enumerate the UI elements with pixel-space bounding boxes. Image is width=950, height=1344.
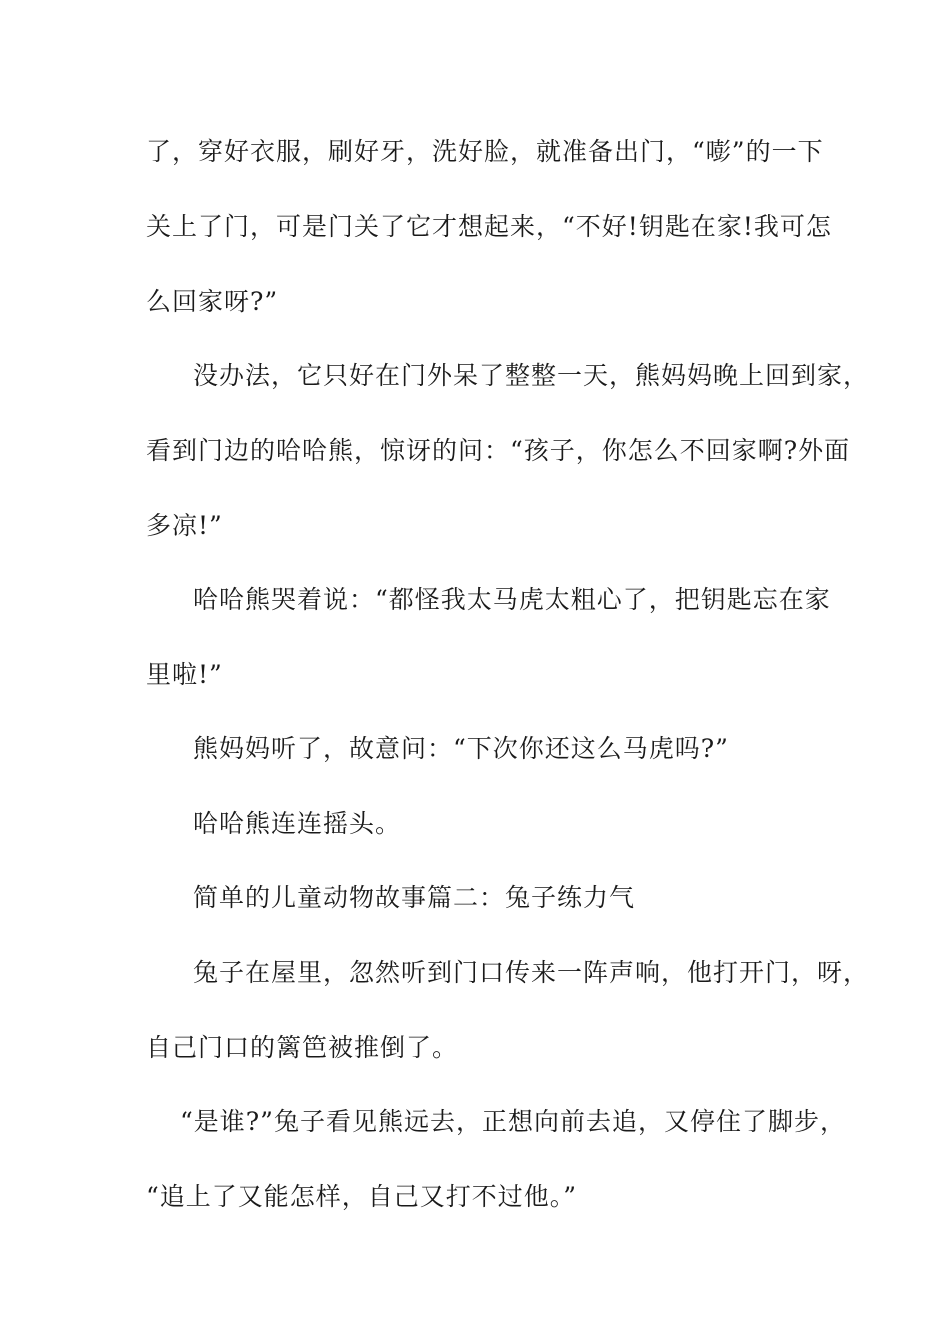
text-line: “追上了又能怎样，自己又打不过他。” — [146, 1182, 578, 1211]
paragraph-start: “是谁?”兔子看见熊远去，正想向前去追，又停住了脚步， — [180, 1107, 846, 1136]
text-line: 自己门口的篱笆被推倒了。 — [146, 1033, 459, 1062]
text-line: 了，穿好衣服，刷好牙，洗好脸，就准备出门，“嘭”的一下 — [146, 137, 824, 166]
paragraph-start: 熊妈妈听了，故意问：“下次你还这么马虎吗?” — [193, 734, 729, 763]
paragraph-start: 哈哈熊哭着说：“都怪我太马虎太粗心了，把钥匙忘在家 — [193, 585, 831, 614]
text-line: 看到门边的哈哈熊，惊讶的问：“孩子，你怎么不回家啊?外面 — [146, 436, 851, 465]
text-line: 么回家呀?” — [146, 287, 279, 316]
text-line: 多凉!” — [146, 511, 223, 540]
text-line: 里啦!” — [146, 660, 223, 689]
text-line: 关上了门，可是门关了它才想起来，“不好!钥匙在家!我可怎 — [146, 212, 832, 241]
paragraph-start: 没办法，它只好在门外呆了整整一天，熊妈妈晚上回到家， — [193, 361, 870, 390]
section-heading: 简单的儿童动物故事篇二：兔子练力气 — [193, 883, 636, 912]
paragraph-start: 兔子在屋里，忽然听到门口传来一阵声响，他打开门，呀， — [193, 958, 870, 987]
paragraph-start: 哈哈熊连连摇头。 — [193, 809, 402, 838]
